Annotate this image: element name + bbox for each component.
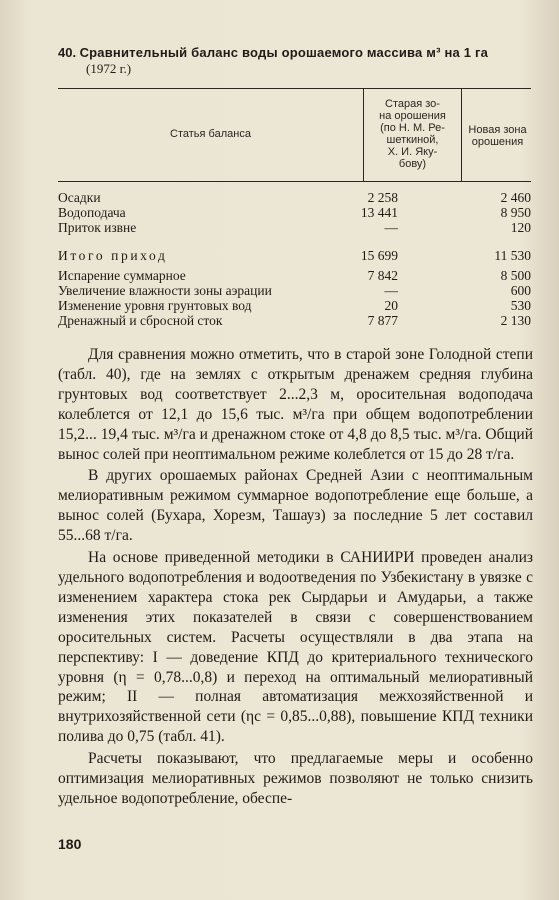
header-item: Статья баланса	[170, 128, 251, 140]
new-zone-value: 530	[510, 298, 531, 313]
table-year: (1972 г.)	[86, 61, 132, 76]
row-label: Дренажный и сбросной сток	[58, 313, 223, 328]
table-row	[58, 249, 531, 263]
row-label: Приток извне	[58, 220, 137, 235]
old-zone-value: 13 441	[360, 205, 398, 220]
table-row	[58, 314, 531, 328]
new-zone-value: 2 130	[500, 313, 531, 328]
table-row	[58, 269, 531, 283]
new-zone-value: 8 500	[500, 268, 531, 283]
old-zone-value: —	[384, 283, 398, 298]
table-row	[58, 206, 531, 220]
header-old-zone-line: шеткиной,	[386, 134, 439, 146]
header-old-zone-line: бову)	[398, 158, 427, 170]
header-new-zone-line: Новая зона	[468, 124, 527, 136]
header-old-zone-line: (по Н. М. Ре-	[380, 122, 445, 134]
table-title: Сравнительный баланс воды орошаемого массива м³ на 1 га	[79, 45, 489, 60]
table-header-rule	[58, 181, 531, 182]
row-label: Увеличение влажности зоны аэрации	[58, 283, 272, 298]
table-row	[58, 191, 531, 205]
header-old-zone	[364, 98, 461, 170]
paragraph: В других орошаемых районах Средней Азии с неоптимальным мелиоративным режимом суммарное водопотребление еще больше, а вынос солей (Бухара, Хорезм, Ташауз) за последние 5 лет составил 55...68 т/га.	[58, 467, 533, 545]
row-label: Итого приход	[58, 248, 168, 263]
header-new-zone-line: орошения	[471, 136, 524, 148]
table-number: 40.	[58, 45, 77, 60]
row-label: Осадки	[58, 190, 101, 205]
old-zone-value: —	[384, 220, 398, 235]
old-zone-value: 2 258	[367, 190, 398, 205]
new-zone-value: 2 460	[500, 190, 531, 205]
row-label: Изменение уровня грунтовых вод	[58, 298, 252, 313]
old-zone-value: 15 699	[360, 248, 398, 263]
header-old-zone-line: Х. И. Яку-	[387, 146, 438, 158]
row-label: Водоподача	[58, 205, 126, 220]
old-zone-value: 7 877	[367, 313, 398, 328]
new-zone-value: 8 950	[500, 205, 531, 220]
paragraph: Расчеты показывают, что предлагаемые меры и особенно оптимизация мелиоративных режимов позволяют не только снизить удельное водопотребление, обеспе-	[58, 750, 533, 807]
new-zone-value: 120	[510, 220, 531, 235]
table-row	[58, 284, 531, 298]
table-row	[58, 299, 531, 313]
header-old-zone-line: на орошения	[379, 110, 446, 122]
new-zone-value: 11 530	[494, 248, 531, 263]
old-zone-value: 7 842	[367, 268, 398, 283]
table-caption	[58, 45, 528, 76]
paragraph: Для сравнения можно отметить, что в старой зоне Голодной степи (табл. 40), где на землях с открытым дренажем средняя глубина грунтовых вод соответствует 2...2,3 м, оросительная водоподача колеблется от 12,1 до 15,6 тыс. м³/га при общем водопотреблении 15,2... 19,4 тыс. м³/га и дренажном стоке от 4,8 до 8,5 тыс. м³/га. Общий вынос солей при неоптимальном режиме колеблется от 15 до 28 т/га.	[58, 346, 533, 463]
table-row	[58, 221, 531, 235]
page-number: 180	[58, 836, 82, 852]
body-text	[58, 345, 533, 809]
new-zone-value: 600	[510, 283, 531, 298]
old-zone-value: 20	[384, 298, 398, 313]
row-label: Испарение суммарное	[58, 268, 186, 283]
header-old-zone-line: Старая зо-	[385, 98, 440, 110]
header-new-zone	[462, 124, 533, 148]
paragraph: На основе приведенной методики в САНИИРИ проведен анализ удельного водопотребления и водоотведения по Узбекистану в увязке с изменением характера стока рек Сырдарьи и Амударьи, а также изменения этих показателей в связи с совершенствованием оросительных систем. Расчеты осуществляли в два этапа на перспективу: I — доведение КПД до критериального технического уровня (η = 0,78...0,8) и переход на оптимальный мелиоративный режим; II — полная автоматизация межхозяйственной и внутрихозяйственной сети (ηс = 0,85...0,88), повышение КПД техники полива до 0,75 (табл. 41).	[58, 549, 533, 746]
